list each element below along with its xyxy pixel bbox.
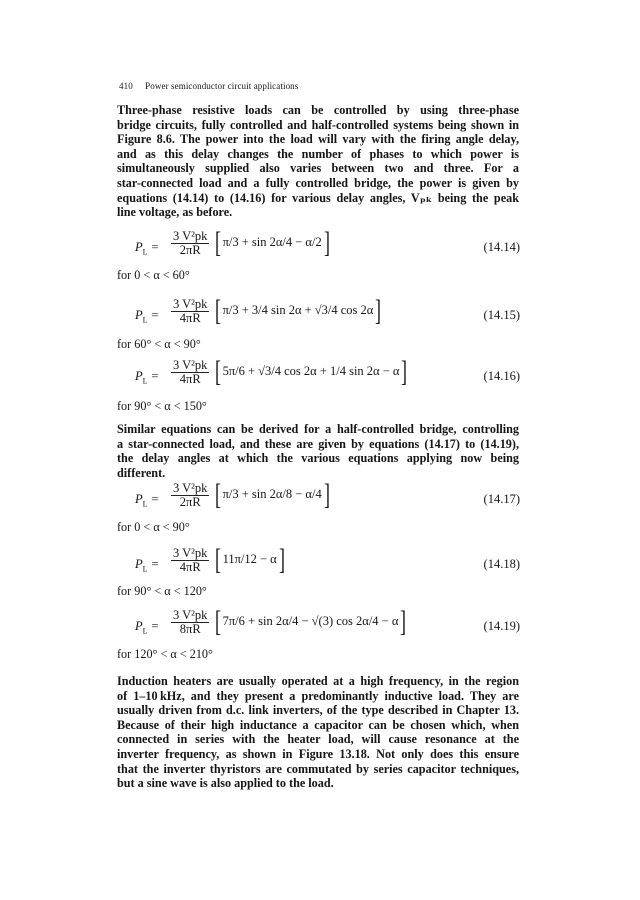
equation-number: (14.17) <box>483 492 520 506</box>
equation-14-19 <box>135 607 520 647</box>
text-line: a star-connected load, and these are given by equations (14.17) to (14.19), <box>117 436 519 451</box>
text-line: connected in series with the heater load, will cause resonance at the <box>117 732 519 747</box>
text-line: the delay angles at which the various equations applying now being <box>117 451 519 466</box>
equation-body: $\frac{\text{3 V²pk}}{8\pi R}$ [ 7π/6 + sin 2α/4 − √(3) cos 2α/4 − α] <box>173 605 407 638</box>
paragraph-three-phase-loads <box>117 103 519 220</box>
text-line: simultaneously supplied also varies between two and three. For a <box>117 161 519 176</box>
equation-condition: for 0 < α < 90° <box>117 520 190 534</box>
equation-lhs: $P_L$ = <box>135 492 160 509</box>
text-line: inverter frequency, as shown in Figure 13.18. Not only does this ensure <box>117 746 519 761</box>
equation-body: $\frac{\text{3 V²pk}}{4\pi R}$ [ π/3 + 3/4 sin 2α + √3/4 cos 2α] <box>173 294 382 327</box>
equation-14-14 <box>135 228 520 268</box>
equation-number: (14.18) <box>483 557 520 571</box>
equation-body: $\frac{\text{3 V²pk}}{2\pi R}$ [ π/3 + sin 2α/4 − α/2] <box>173 226 330 259</box>
equation-condition: for 0 < α < 60° <box>117 268 190 282</box>
equation-lhs: $P_L$ = <box>135 369 160 386</box>
text-line: Figure 8.6. The power into the load will vary with the firing angle delay, <box>117 132 519 147</box>
equation-14-15 <box>135 296 520 336</box>
equation-number: (14.16) <box>483 369 520 383</box>
text-line: usually driven from d.c. link inverters, of the type described in Chapter 13. <box>117 703 519 718</box>
equation-condition: for 60° < α < 90° <box>117 337 201 351</box>
text-line: but a sine wave is also applied to the load. <box>117 776 334 791</box>
running-header <box>119 81 298 91</box>
equation-body: $\frac{\text{3 V²pk}}{4\pi R}$ [ 5π/6 + √3/4 cos 2α + 1/4 sin 2α − α] <box>173 355 408 388</box>
text-line: Because of their high inductance a capacitor can be chosen which, when <box>117 717 519 732</box>
paragraph-induction-heaters <box>117 674 519 791</box>
text-line: line voltage, as before. <box>117 205 233 220</box>
equation-body: $\frac{\text{3 V²pk}}{4\pi R}$ [ 11π/12 − α] <box>173 543 285 576</box>
paragraph-half-controlled <box>117 422 519 480</box>
running-title: Power semiconductor circuit applications <box>145 81 299 91</box>
equation-condition: for 90° < α < 150° <box>117 399 207 413</box>
text-line: that the inverter thyristors are commutated by series capacitor techniques, <box>117 761 519 776</box>
text-line: and as this delay changes the number of phases to which power is <box>117 146 519 161</box>
equation-lhs: $P_L$ = <box>135 308 160 325</box>
equation-lhs: $P_L$ = <box>135 240 160 257</box>
equation-lhs: $P_L$ = <box>135 619 160 636</box>
page-number: 410 <box>119 81 133 91</box>
equation-condition: for 90° < α < 120° <box>117 584 207 598</box>
text-line: Induction heaters are usually operated at a high frequency, in the region <box>117 674 519 688</box>
text-line: of 1–10 kHz, and they present a predominantly inductive load. They are <box>117 688 519 703</box>
text-line: equations (14.14) to (14.16) for various delay angles, Vₚₖ being the peak <box>117 190 519 205</box>
equation-14-17 <box>135 480 520 520</box>
equation-condition: for 120° < α < 210° <box>117 647 213 661</box>
equation-number: (14.19) <box>483 619 520 633</box>
equation-number: (14.15) <box>483 308 520 322</box>
text-line: Similar equations can be derived for a half-controlled bridge, controlling <box>117 422 519 436</box>
equation-body: $\frac{\text{3 V²pk}}{2\pi R}$ [ π/3 + sin 2α/8 − α/4] <box>173 478 330 511</box>
text-line: Three-phase resistive loads can be controlled by using three-phase <box>117 103 519 117</box>
text-line: different. <box>117 465 166 480</box>
equation-14-18 <box>135 545 520 585</box>
text-line: bridge circuits, fully controlled and half-controlled systems being shown in <box>117 117 519 132</box>
equation-number: (14.14) <box>483 240 520 254</box>
equation-lhs: $P_L$ = <box>135 557 160 574</box>
equation-14-16 <box>135 357 520 397</box>
text-line: star-connected load and a fully controlled bridge, the power is given by <box>117 175 519 190</box>
